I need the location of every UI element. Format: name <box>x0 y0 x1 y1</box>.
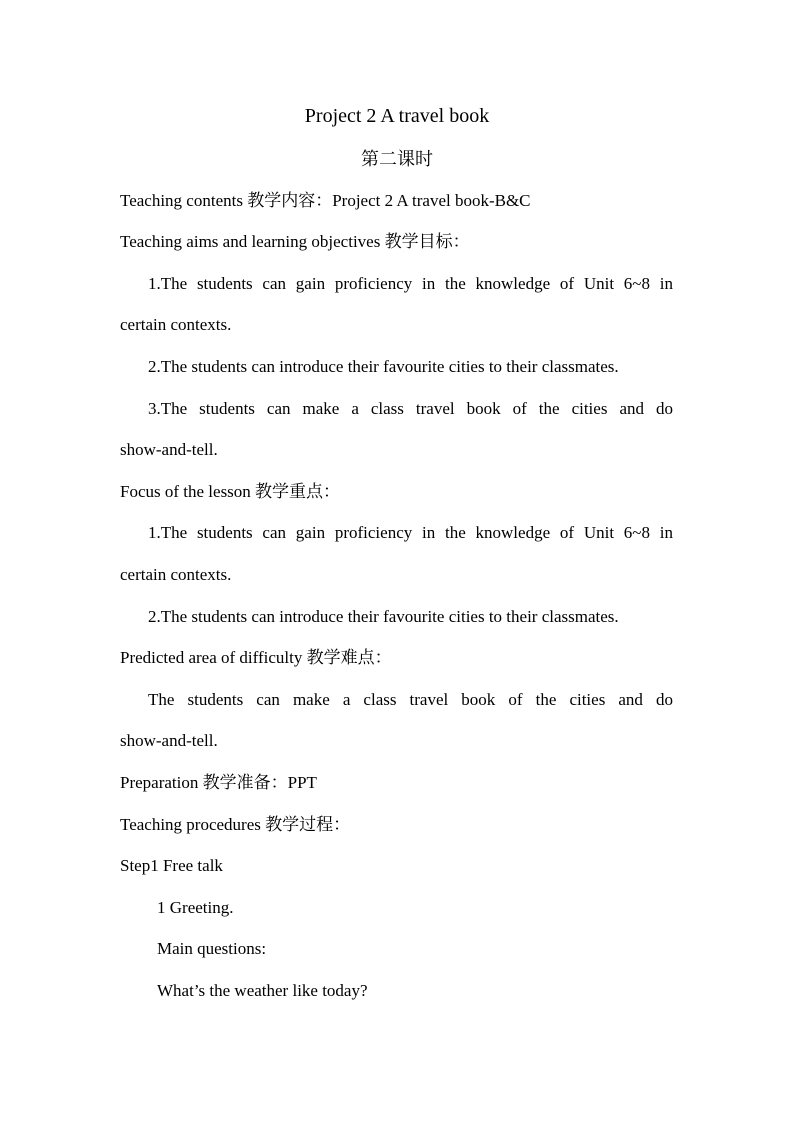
step1-item: 1 Greeting. <box>157 898 234 917</box>
aim-line: 1.The students can gain proficiency in the knowledge of Unit 6~8 in <box>148 274 673 293</box>
step1-item: Main questions: <box>157 939 267 958</box>
aim-line: 2.The students can introduce their favourite cities to their classmates. <box>148 357 619 376</box>
preparation: Preparation 教学准备：PPT <box>120 773 317 792</box>
aim-line: certain contexts. <box>120 315 232 334</box>
procedures-heading: Teaching procedures 教学过程： <box>120 815 351 834</box>
teaching-contents: Teaching contents 教学内容：Project 2 A travel book-B&C <box>120 191 531 210</box>
difficulty-heading: Predicted area of difficulty 教学难点： <box>120 648 392 667</box>
difficulty-line: The students can make a class travel book of the cities and do <box>148 690 673 709</box>
document-subtitle: 第二课时 <box>361 149 433 169</box>
focus-line: certain contexts. <box>120 565 232 584</box>
focus-line: 1.The students can gain proficiency in the knowledge of Unit 6~8 in <box>148 523 673 542</box>
aims-heading: Teaching aims and learning objectives 教学目标： <box>120 232 470 251</box>
document-title: Project 2 A travel book <box>304 105 490 127</box>
aim-line: 3.The students can make a class travel book of the cities and do <box>148 399 673 418</box>
aim-line: show-and-tell. <box>120 440 218 459</box>
step1-item: What’s the weather like today? <box>157 981 368 1000</box>
step1-heading: Step1 Free talk <box>120 856 223 875</box>
focus-heading: Focus of the lesson 教学重点： <box>120 482 341 501</box>
focus-line: 2.The students can introduce their favourite cities to their classmates. <box>148 607 619 626</box>
difficulty-line: show-and-tell. <box>120 731 218 750</box>
